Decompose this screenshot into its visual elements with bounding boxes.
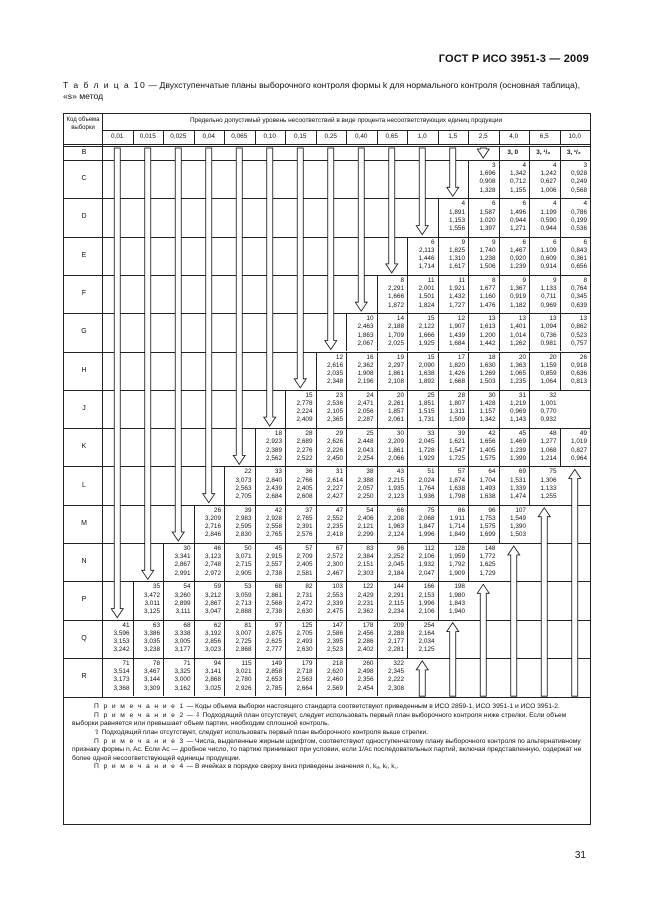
note-1: [72, 703, 584, 712]
aql-header: 0,01: [111, 133, 124, 140]
plan-cell: 47 2,552 2,235 2,418: [327, 506, 343, 539]
down-arrow-icon: [142, 148, 154, 579]
plan-cell: 3, ¹/₂: [566, 149, 581, 156]
note-4-text: — В ячейках в порядке сверху вниз приведены значения n, kₐ, kᵣ, k꜀.: [184, 763, 399, 771]
plan-cell: 15 2,090 1,638 1,892: [418, 353, 435, 386]
plan-cell: 33 2,840 2,439 2,684: [266, 468, 282, 500]
row-code: L: [82, 481, 86, 489]
plan-cell: 54 3,260 2,899 3,111: [174, 583, 191, 615]
row-code: P: [81, 596, 87, 604]
plan-cell: 71 3,514 3,173 3,368: [113, 659, 130, 692]
plan-cell: 68 3,338 3,005 3,177: [174, 621, 191, 654]
up-arrow-icon: [477, 584, 489, 696]
note-4-lead: П р и м е ч а н и е 4: [94, 763, 185, 771]
down-arrow-icon: [294, 148, 306, 388]
plan-cell: 82 2,731 2,472 2,630: [296, 583, 313, 615]
plan-cell: 71 3,325 3,000 3,162: [174, 659, 191, 692]
plan-cell: 20 1,363 1,065 1,235: [510, 353, 526, 386]
plan-cell: 39 1,621 1,547 1,725: [449, 430, 465, 462]
plan-cell: 3 1,696 0,908 1,328: [479, 162, 496, 194]
plan-cell: 59 3,212 2,867 3,047: [205, 583, 221, 615]
page-number: 31: [574, 850, 586, 861]
plan-cell: 115 3,021 2,780 2,926: [235, 659, 252, 692]
plan-cell: 39 2,983 2,595 2,830: [235, 506, 252, 539]
note-1-text: — Коды объема выборки настоящего стандарта соответствуют приведенным в ИСО 2859-1, ИСО 3951-1 и ИСО 3951-2.: [184, 703, 560, 711]
plan-cell: 20 2,261 1,857 2,061: [388, 391, 404, 424]
plan-cell: 15 2,122 1,666 1,925: [418, 315, 435, 347]
caption-lead: Т а б л и ц а 10: [63, 80, 147, 90]
plan-cell: 12 2,616 2,035 2,348: [327, 353, 343, 386]
row-code: J: [82, 404, 86, 412]
plan-cell: 23 2,536 2,105 2,365: [327, 391, 343, 424]
plan-cell: 6 0,843 0,361 0,656: [571, 238, 587, 271]
plan-cell: 19 2,297 1,861 2,108: [388, 353, 404, 386]
up-arrow-icon: [569, 469, 581, 696]
plan-cell: 148 1,772 1,625 1,729: [479, 545, 496, 577]
note-2-text: — ⇩ Подходящий план отсутствует, следует использовать первый план выборочного контроля ниже стрелки. Если объем выборки равняется или превышает объем партии, необходим сплошной контроль.: [72, 711, 567, 728]
plan-cell: 4 1,342 0,712 1,155: [510, 162, 526, 194]
plan-cell: 8 2,291 1,666 1,872: [388, 276, 404, 309]
row-code: H: [81, 366, 87, 374]
plan-cell: 62 3,192 2,856 3,023: [205, 621, 221, 654]
plan-cell: 14 2,188 1,709 2,025: [388, 315, 404, 347]
row-code: F: [81, 290, 87, 298]
aql-header: 0,40: [355, 133, 368, 140]
row-code: M: [81, 519, 87, 527]
plan-cell: 36 2,766 2,405 2,608: [296, 468, 313, 500]
plan-cell: 9 1,740 1,238 1,506: [479, 238, 496, 271]
plan-cell: 4 1,242 0,627 1,006: [540, 162, 557, 194]
plan-cell: 45 1,469 1,239 1,399: [510, 430, 526, 462]
plan-cell: 26 3,209 2,716 2,846: [205, 506, 221, 539]
plan-cell: 67 2,572 2,300 2,467: [327, 545, 343, 577]
plan-cell: 112 2,106 1,932 2,047: [418, 545, 435, 577]
plan-cell: 41 3,596 3,153 3,242: [113, 621, 130, 654]
plan-cell: 54 2,406 2,121 2,299: [357, 506, 374, 539]
aql-header: 4,0: [509, 133, 519, 140]
plan-cell: 11 2,001 1,501 1,824: [418, 276, 435, 309]
row-code: D: [81, 213, 87, 221]
plan-cell: 43 2,215 1,935 2,123: [388, 468, 404, 500]
plan-cell: 128 1,959 1,792 1,909: [449, 545, 465, 577]
plan-cell: 31 2,614 2,227 2,427: [327, 468, 343, 500]
sampling-plan-table: [63, 113, 591, 825]
down-arrow-icon: [355, 148, 367, 311]
plan-cell: 45 2,915 2,557 2,738: [266, 545, 282, 577]
plan-cell: 28 1,807 1,311 1,509: [449, 391, 465, 424]
plan-cell: 4 1,891 1,153 1,556: [449, 200, 465, 232]
plan-cell: 22 3,073 2,563 2,705: [235, 468, 252, 500]
plan-cell: 3 0,928 0,249 0,568: [571, 162, 587, 194]
standard-header: ГОСТ Р ИСО 3951-3 — 2009: [438, 53, 589, 65]
note-2b: ⇧ Подходящий план отсутствует, следует использовать первый план выборочного контроля выше стрелки.: [94, 728, 429, 736]
aql-header: 0,025: [170, 133, 187, 140]
plan-cell: 9 1,133 0,711 0,969: [540, 276, 557, 309]
plan-cell: 3, ¹/₃: [536, 149, 551, 156]
aql-header: 0,04: [202, 133, 215, 140]
up-arrow-icon: [508, 546, 520, 696]
plan-cell: 81 3,007 2,725 2,868: [235, 621, 252, 654]
row-code: K: [81, 443, 87, 451]
plan-cell: 94 3,141 2,868 3,025: [205, 659, 221, 692]
plan-cell: 66 2,208 1,963 2,124: [388, 506, 404, 539]
plan-cell: 48 1,277 1,068 1,214: [540, 430, 557, 462]
down-arrow-icon: [203, 148, 215, 503]
plan-cell: 96 2,252 2,045 2,184: [388, 545, 404, 577]
aql-header: 0,065: [231, 133, 248, 140]
plan-cell: 149 2,858 2,653 2,785: [266, 659, 282, 692]
up-arrow-icon: [538, 508, 550, 697]
corner-label: Код объема выборки: [66, 117, 100, 131]
plan-cell: 35 3,472 3,011 3,125: [144, 583, 160, 615]
plan-cell: 51 2,024 1,764 1,936: [418, 468, 435, 500]
plan-cell: 6 1,587 1,020 1,397: [479, 200, 496, 232]
plan-cell: 57 1,874 1,638 1,798: [449, 468, 465, 500]
plan-cell: 8 1,677 1,160 1,476: [479, 276, 496, 309]
aql-header: 0,15: [294, 133, 307, 140]
plan-cell: 42 1,656 1,405 1,575: [479, 430, 496, 462]
table-notes: [72, 703, 584, 772]
row-code: Q: [81, 634, 87, 642]
group-header: Предельно допустимый уровень несоответствий в виде процента несоответствующих единиц продукции: [189, 117, 503, 124]
plan-cell: 75 2,068 1,847 1,996: [418, 506, 435, 539]
plan-cell: 3, 0: [507, 149, 519, 156]
down-arrow-icon: [172, 148, 184, 541]
plan-cell: 31 1,219 0,969 1,143: [510, 391, 526, 424]
plan-cell: 12 1,907 1,439 1,684: [449, 315, 465, 347]
plan-cell: 50 3,071 2,715 2,905: [235, 545, 252, 577]
plan-cell: 96 1,753 1,575 1,699: [479, 506, 496, 539]
plan-cell: 10 2,463 1,863 2,067: [357, 315, 374, 347]
row-code: G: [81, 328, 87, 336]
down-arrow-icon: [325, 148, 337, 350]
row-code: R: [81, 673, 87, 681]
plan-cell: 86 1,911 1,714 1,849: [449, 506, 465, 539]
table-bottom-line: [64, 697, 590, 698]
plan-cell: 11 1,921 1,432 1,727: [449, 276, 465, 309]
plan-cell: 209 2,288 2,177 2,281: [388, 621, 404, 654]
note-1-lead: П р и м е ч а н и е 1: [94, 703, 185, 711]
aql-header: 0,015: [139, 133, 156, 140]
aql-header: 6,5: [539, 133, 549, 140]
plan-cell: 32 1,001 0,770 0,932: [540, 391, 557, 424]
plan-cell: 24 2,471 2,056 2,287: [357, 391, 374, 424]
plan-cell: 63 3,386 3,035 3,238: [144, 621, 160, 654]
plan-cell: 37 2,765 2,391 2,576: [296, 506, 313, 539]
plan-cell: 42 2,928 2,558 2,765: [266, 506, 282, 539]
up-arrow-icon: [447, 623, 459, 697]
plan-cell: 20 1,159 0,859 1,064: [540, 353, 557, 386]
plan-cell: 18 2,923 2,389 2,562: [266, 430, 282, 462]
plan-cell: 8 0,764 0,345 0,639: [571, 276, 587, 309]
aql-header: 1,5: [448, 133, 458, 140]
plan-cell: 53 3,059 2,713 2,888: [235, 583, 252, 615]
plan-cell: 13 1,613 1,200 1,442: [479, 315, 496, 347]
plan-cell: 25 1,851 1,515 1,731: [418, 391, 435, 424]
plan-cell: 78 3,467 3,144 3,309: [144, 659, 160, 692]
plan-cell: 103 2,553 2,339 2,475: [327, 583, 343, 615]
plan-cell: 260 2,498 2,356 2,454: [357, 659, 374, 692]
plan-cell: 13 1,401 1,014 1,262: [510, 315, 526, 347]
plan-cell: 125 2,705 2,493 2,630: [296, 621, 313, 654]
plan-cell: 166 2,153 1,996 2,106: [418, 583, 435, 615]
plan-cell: 26 0,918 0,636 0,813: [571, 353, 587, 386]
aql-header: 0,10: [263, 133, 276, 140]
plan-cell: 25 2,448 2,043 2,254: [357, 430, 374, 462]
note-4: [72, 763, 584, 772]
plan-cell: 49 1,019 0,827 0,964: [571, 430, 587, 462]
plan-cell: 64 1,704 1,493 1,638: [479, 468, 496, 500]
plan-cell: 198 1,980 1,843 1,940: [449, 583, 465, 615]
plan-cell: 15 2,778 2,224 2,409: [296, 391, 313, 424]
plan-cell: 46 3,123 2,748 2,972: [205, 545, 221, 577]
row-code: N: [81, 558, 87, 566]
note-2: [72, 712, 584, 729]
down-arrow-icon: [416, 148, 428, 235]
plan-cell: 9 1,367 0,919 1,182: [510, 276, 526, 309]
plan-cell: 218 2,620 2,460 2,569: [327, 659, 343, 692]
plan-cell: 4 0,786 0,199 0,536: [571, 200, 587, 232]
plan-cell: 38 2,388 2,057 2,250: [357, 468, 374, 500]
plan-cell: 254 2,164 2,034 2,125: [418, 621, 435, 654]
plan-cell: 147 2,586 2,395 2,523: [327, 621, 343, 654]
plan-cell: 30 1,428 1,157 1,342: [479, 391, 496, 424]
row-code: E: [81, 251, 87, 259]
plan-cell: 33 2,045 1,728 1,929: [418, 430, 435, 462]
plan-cell: 6 2,113 1,446 1,714: [418, 238, 435, 271]
plan-cell: 9 1,825 1,310 1,617: [449, 238, 465, 271]
plan-cell: 6 1,496 0,944 1,271: [510, 200, 526, 232]
plan-cell: 29 2,626 2,226 2,450: [327, 430, 343, 462]
plan-cell: 6 1,467 0,920 1,239: [510, 238, 526, 271]
note-3-lead: П р и м е ч а н и е 3: [94, 737, 185, 745]
plan-cell: 122 2,429 2,231 2,362: [357, 583, 374, 615]
plan-cell: 17 1,820 1,426 1,668: [449, 353, 465, 386]
plan-cell: 75 1,306 1,133 1,255: [540, 468, 557, 500]
plan-cell: 179 2,718 2,563 2,664: [296, 659, 313, 692]
down-arrow-icon: [447, 148, 459, 196]
plan-cell: 16 2,362 1,908 2,196: [357, 353, 374, 386]
aql-header: 0,65: [385, 133, 398, 140]
up-arrow-icon: [416, 661, 428, 696]
plan-cell: 57 2,709 2,405 2,581: [296, 545, 313, 577]
down-arrow-icon: [233, 148, 245, 464]
down-arrow-icon: [264, 148, 276, 426]
plan-cell: 4 1,199 0,590 0,944: [540, 200, 557, 232]
plan-cell: 97 2,875 2,625 2,777: [266, 621, 282, 654]
plan-cell: 13 0,862 0,523 0,757: [571, 315, 587, 347]
down-arrow-icon: [386, 148, 398, 273]
row-code: B: [81, 149, 87, 156]
note-3: [72, 738, 584, 764]
plan-cell: 68 2,861 2,568 2,738: [266, 583, 282, 615]
aql-header: 10,0: [568, 133, 581, 140]
plan-cell: 30 2,209 1,861 2,066: [388, 430, 404, 462]
down-arrow-icon: [477, 148, 489, 158]
plan-cell: 28 2,689 2,276 2,522: [296, 430, 313, 462]
plan-cell: 6 1,109 0,609 0,914: [540, 238, 557, 271]
note-2-lead: П р и м е ч а н и е 2: [94, 711, 185, 719]
plan-cell: 83 2,384 2,151 2,303: [357, 545, 374, 577]
plan-cell: 107 1,549 1,390 1,503: [510, 506, 526, 539]
arrow-layer: [64, 114, 590, 697]
aql-header: 0,25: [324, 133, 337, 140]
down-arrow-icon: [111, 148, 123, 618]
caption-text: — Двухступенчатые планы выборочного контроля формы k для нормального контроля (основная таблица), «s» метод: [63, 80, 581, 101]
plan-cell: 178 2,456 2,286 2,402: [357, 621, 374, 654]
plan-cell: 13 1,094 0,736 0,981: [540, 315, 557, 347]
aql-header: 1,0: [417, 133, 427, 140]
plan-cell: 18 1,630 1,269 1,503: [479, 353, 496, 386]
plan-cell: 322 2,345 2,222 2,308: [388, 659, 404, 692]
note-3-text: — Числа, выделенные жирным шрифтом, соответствуют одноступенчатому плану выборочного контроля по альтернативному признаку формы n, Ac. Если Ac — дробное число, то партию принимают при условии, если 1/Ac последовательных партий, включая представленную, содержат не более одной несоответствующей единицы продукции.: [72, 737, 582, 762]
plan-cell: 144 2,291 2,115 2,234: [388, 583, 404, 615]
row-code: C: [81, 175, 87, 183]
plan-cell: 69 1,531 1,339 1,474: [510, 468, 526, 500]
aql-header: 2,5: [478, 133, 488, 140]
plan-cell: 30 3,341 2,867 2,991: [174, 545, 191, 577]
table-caption: [63, 80, 591, 102]
